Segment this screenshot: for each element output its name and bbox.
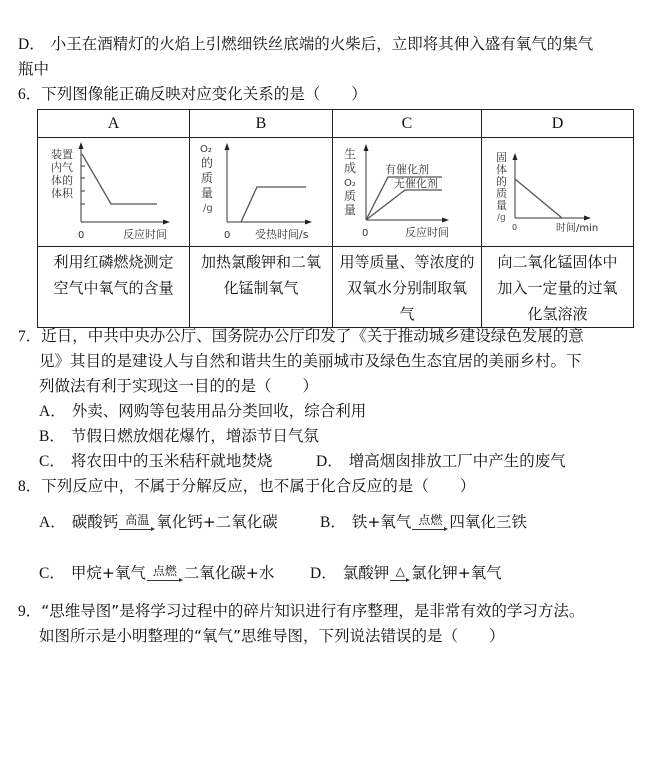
description-line: 利用红磷燃烧测定 (53, 253, 174, 271)
graph-b (191, 138, 332, 242)
description-cell-a (38, 247, 190, 328)
y-label-line: 体积 (50, 187, 73, 200)
products: 氯化钾+氧气 (411, 564, 502, 582)
option-text: 节假日燃放烟花爆竹，增添节日气氛 (70, 427, 319, 445)
x-axis-arrow-icon (442, 218, 449, 223)
x-axis-label: 反应时间 (404, 226, 449, 239)
question-text: “思维导图”是将学习过程中的碎片知识进行有序整理，是非常有效的学习方法。 (41, 602, 585, 620)
y-label-line: /g (496, 213, 506, 223)
description-line: 化锰制氧气 (223, 279, 299, 297)
description-line: 气 (399, 305, 415, 323)
reactants: 氯酸钾 (342, 564, 390, 582)
products: 二氧化碳+水 (183, 564, 275, 582)
y-label-line: 体的 (50, 174, 73, 187)
y-label-line: 量 (495, 199, 507, 212)
reactants: 碳酸钙 (71, 513, 119, 531)
option-text: 将农田中的玉米秸秆就地焚烧 (70, 452, 273, 470)
q8-option-d[interactable] (310, 563, 502, 584)
y-label-line: 生 (343, 147, 356, 161)
reaction-arrow-icon (147, 578, 183, 584)
q8-option-c[interactable] (39, 563, 274, 584)
question-number: 9． (18, 603, 42, 620)
option-label: D． (316, 453, 343, 470)
q7-stem-line-3: 列做法有利于实现这一目的的是（ ） (39, 377, 319, 395)
q7-option-d[interactable] (316, 451, 566, 472)
origin-label: 0 (77, 230, 84, 241)
description-line: 双氧水分别制取氧 (346, 279, 467, 297)
question-number: 6． (18, 86, 42, 103)
table-description-row (38, 247, 634, 328)
curve-without-catalyst (366, 190, 442, 220)
q8-option-a[interactable] (39, 512, 278, 533)
graph-a (39, 138, 189, 242)
q5-option-d-continuation: 瓶中 (18, 60, 50, 78)
header-cell-d: D (482, 110, 634, 138)
option-label: D． (18, 36, 45, 53)
question-text: 下列反应中，不属于分解反应，也不属于化合反应的是（ ） (41, 477, 476, 495)
reactants: 甲烷+氧气 (70, 564, 146, 582)
q7-option-b[interactable] (39, 426, 319, 447)
q7-stem-line-2: 见》其目的是建设人与自然和谐共生的美丽城市及绿色生态宜居的美丽乡村。下 (39, 352, 582, 370)
description-line: 空气中氧气的含量 (53, 279, 174, 297)
q9-stem-line-2: 如图所示是小明整理的“氧气”思维导图，下列说法错误的是（ ） (39, 627, 505, 645)
chart-cell-d (482, 138, 634, 247)
y-label-line: 质 (200, 171, 213, 185)
graph-c (334, 138, 481, 242)
option-label: A． (39, 514, 66, 531)
y-axis-arrow-icon (512, 153, 517, 160)
header-cell-b: B (190, 110, 333, 138)
option-label: A． (39, 403, 66, 420)
y-label-line: 量 (343, 203, 356, 217)
option-label: C． (39, 565, 65, 582)
option-label: B． (320, 514, 346, 531)
reactants: 铁+氧气 (351, 513, 412, 531)
y-label-line: /g (202, 203, 213, 214)
header-cell-c: C (333, 110, 482, 138)
chart-cell-b (190, 138, 333, 247)
option-text: 小王在酒精灯的火焰上引燃细铁丝底端的火柴后，立即将其伸入盛有氧气的集气 (50, 35, 594, 53)
q8-stem (18, 476, 475, 497)
q9-stem-line-1 (18, 601, 584, 622)
description-line: 用等质量、等浓度的 (339, 253, 475, 271)
question-text: 近日，中共中央办公厅、国务院办公厅印发了《关于推动城乡建设绿色发展的意 (41, 327, 584, 345)
description-line: 向二氧化锰固体中 (497, 253, 618, 271)
option-text: 外卖、网购等包装用品分类回收，综合利用 (71, 402, 367, 420)
description-cell-d (482, 247, 634, 328)
q7-option-a[interactable] (39, 401, 366, 422)
origin-label: 0 (361, 228, 368, 239)
reaction-arrow-icon (390, 578, 410, 584)
q5-option-d (18, 34, 593, 55)
q8-option-b[interactable] (320, 512, 527, 533)
y-label-line: 内气 (50, 161, 73, 174)
reaction-condition (147, 565, 183, 584)
graph-d (483, 138, 633, 242)
origin-label: 0 (511, 223, 517, 232)
table-chart-row (38, 138, 634, 247)
option-label: C． (39, 453, 65, 470)
description-cell-b (190, 247, 333, 328)
q6-stem (18, 84, 367, 105)
x-axis-arrow-icon (584, 216, 591, 221)
reaction-condition (412, 514, 448, 533)
y-label-line: 质 (495, 187, 507, 200)
y-label-line: 的 (200, 156, 213, 170)
x-axis-label: 反应时间 (122, 228, 167, 241)
x-axis-arrow-icon (305, 220, 312, 225)
question-text: 下列图像能正确反映对应变化关系的是（ ） (41, 85, 367, 103)
description-cell-c (333, 247, 482, 328)
option-text: 增高烟囱排放工厂中产生的废气 (348, 452, 566, 470)
q7-stem-line-1 (18, 326, 584, 347)
y-label-line: 的 (495, 175, 507, 188)
y-label-line: 装置 (50, 148, 73, 161)
y-axis-arrow-icon (224, 143, 229, 150)
series-label-without-catalyst: 无催化剂 (393, 177, 438, 190)
condition-label: 点燃 (418, 513, 443, 527)
chart-cell-a (38, 138, 190, 247)
y-label-line: O₂ (343, 178, 356, 189)
y-label-line: 成 (343, 161, 356, 175)
q7-option-c[interactable] (39, 451, 272, 472)
question-number: 7． (18, 328, 42, 345)
y-label-line: O₂ (199, 144, 212, 155)
description-line: 加热氯酸钾和二氧 (200, 253, 321, 271)
products: 四氧化三铁 (449, 513, 527, 531)
curve-oxygen-mass (241, 187, 306, 222)
curve-solid-mass (515, 179, 562, 218)
reaction-arrow-icon (119, 527, 155, 533)
condition-label: △ (395, 564, 405, 578)
condition-label: 高温 (125, 513, 150, 527)
option-label: D． (310, 565, 337, 582)
y-label-line: 质 (343, 189, 356, 203)
y-label-line: 固 (495, 151, 507, 164)
chart-cell-c (333, 138, 482, 247)
y-label-line: 量 (200, 186, 213, 200)
y-axis-arrow-icon (363, 144, 368, 151)
option-label: B． (39, 428, 65, 445)
y-axis-arrow-icon (78, 142, 83, 149)
origin-label: 0 (223, 230, 230, 241)
series-label-with-catalyst: 有催化剂 (384, 163, 429, 176)
description-line: 加入一定量的过氧 (497, 279, 618, 297)
header-cell-a: A (38, 110, 190, 138)
curve-volume (82, 154, 157, 204)
reaction-condition (390, 565, 410, 584)
x-axis-label: 时间/min (555, 223, 598, 234)
condition-label: 点燃 (152, 564, 177, 578)
question-number: 8． (18, 478, 42, 495)
q6-option-table (37, 109, 634, 328)
x-axis-label: 受热时间/s (254, 228, 308, 241)
products: 氧化钙+二氧化碳 (156, 513, 278, 531)
y-label-line: 体 (495, 163, 507, 176)
x-axis-arrow-icon (163, 220, 170, 225)
reaction-arrow-icon (412, 527, 448, 533)
reaction-condition (119, 514, 155, 533)
table-header-row (38, 110, 634, 138)
description-line: 化氢溶液 (527, 305, 588, 323)
